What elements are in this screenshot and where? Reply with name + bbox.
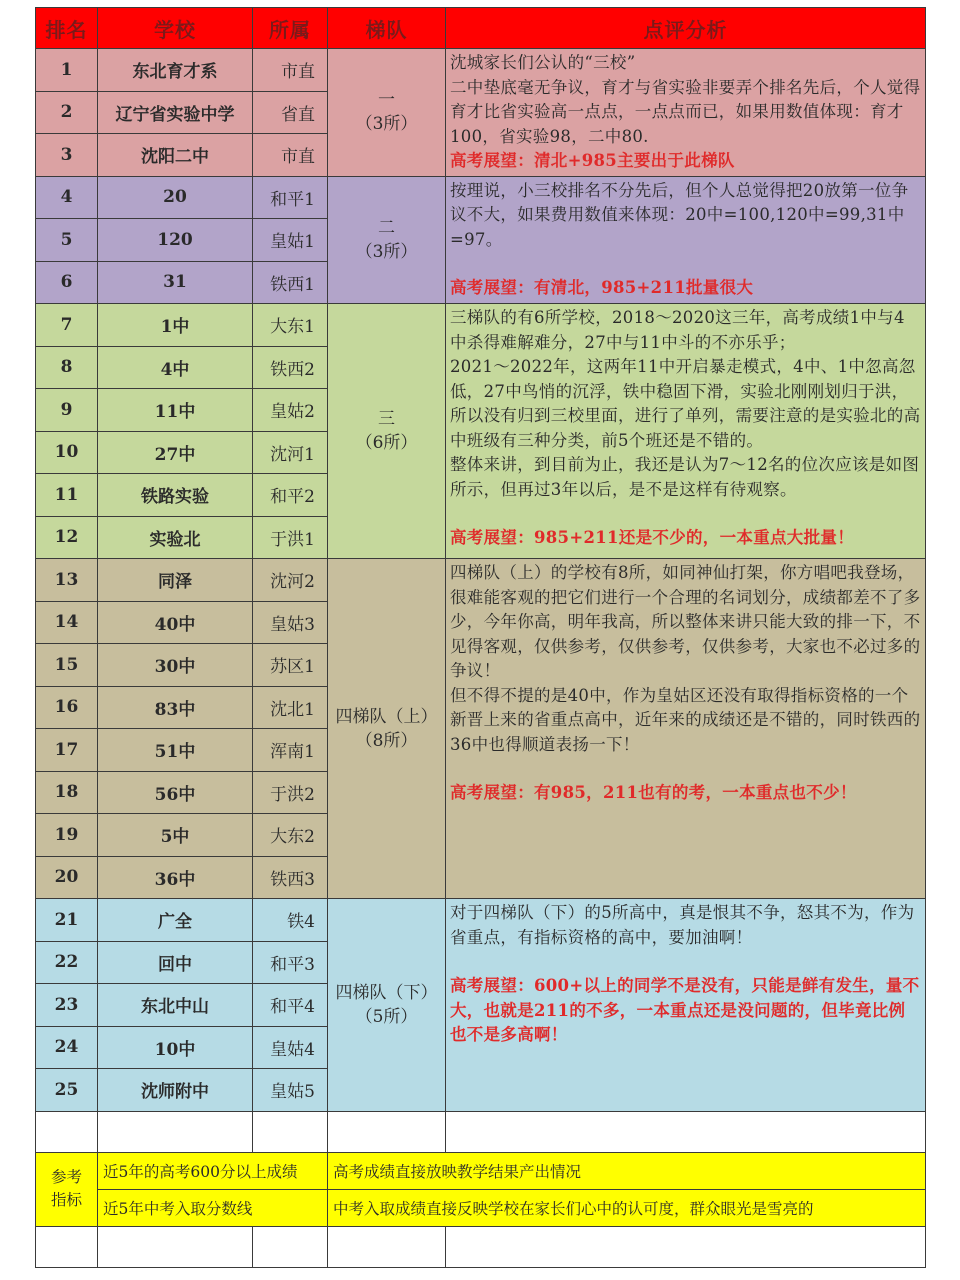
tier-name: 二 (378, 217, 395, 238)
district-cell: 皇姑2 (253, 389, 328, 432)
analysis-cell-3 (446, 304, 926, 559)
analysis-cell-4-lower (446, 899, 926, 1112)
reference-row (36, 1152, 926, 1189)
reference-row (36, 1189, 926, 1226)
rank-cell: 8 (36, 346, 98, 389)
tier-name: 一 (378, 90, 395, 111)
tier-cell-2 (328, 176, 446, 304)
district-cell: 大东2 (253, 814, 328, 857)
district-cell: 省直 (253, 91, 328, 134)
school-cell: 30中 (98, 644, 253, 687)
rank-cell: 11 (36, 474, 98, 517)
district-cell: 皇姑5 (253, 1069, 328, 1112)
school-ranking-table (35, 7, 926, 1268)
school-cell: 铁路实验 (98, 474, 253, 517)
rank-cell: 1 (36, 49, 98, 92)
header-row (36, 8, 926, 49)
rank-cell: 16 (36, 686, 98, 729)
tier-cell-3 (328, 304, 446, 559)
rank-cell: 24 (36, 1026, 98, 1069)
rank-cell: 20 (36, 856, 98, 899)
rank-cell: 15 (36, 644, 98, 687)
school-cell: 40中 (98, 601, 253, 644)
reference-explanation: 高考成绩直接放映教学结果产出情况 (328, 1152, 926, 1189)
district-cell: 沈河2 (253, 559, 328, 602)
rank-cell: 2 (36, 91, 98, 134)
rank-cell: 6 (36, 261, 98, 304)
district-cell: 皇姑4 (253, 1026, 328, 1069)
empty-cell (98, 1226, 253, 1267)
tier-name: 三 (378, 409, 395, 429)
school-cell: 1中 (98, 304, 253, 347)
district-cell: 铁4 (253, 899, 328, 942)
empty-cell (446, 1111, 926, 1152)
district-cell: 皇姑1 (253, 219, 328, 262)
table-row (36, 49, 926, 92)
empty-cell (36, 1111, 98, 1152)
school-cell: 4中 (98, 346, 253, 389)
school-cell: 广全 (98, 899, 253, 942)
reference-explanation: 中考入取成绩直接反映学校在家长们心中的认可度，群众眼光是雪亮的 (328, 1189, 926, 1226)
school-cell: 51中 (98, 729, 253, 772)
rank-cell: 10 (36, 431, 98, 474)
district-cell: 大东1 (253, 304, 328, 347)
rank-cell: 7 (36, 304, 98, 347)
rank-cell: 14 (36, 601, 98, 644)
rank-cell: 22 (36, 941, 98, 984)
school-cell: 回中 (98, 941, 253, 984)
rank-cell: 18 (36, 771, 98, 814)
header-rank: 排名 (36, 8, 98, 49)
table-row (36, 304, 926, 347)
school-cell: 120 (98, 219, 253, 262)
tier-cell-4-upper (328, 559, 446, 899)
district-cell: 铁西2 (253, 346, 328, 389)
district-cell: 浑南1 (253, 729, 328, 772)
table-row (36, 559, 926, 602)
empty-cell (253, 1226, 328, 1267)
school-cell: 东北育才系 (98, 49, 253, 92)
rank-cell: 13 (36, 559, 98, 602)
district-cell: 市直 (253, 134, 328, 177)
rank-cell: 17 (36, 729, 98, 772)
district-cell: 于洪2 (253, 771, 328, 814)
analysis-cell-1 (446, 49, 926, 177)
rank-cell: 21 (36, 899, 98, 942)
district-cell: 于洪1 (253, 516, 328, 559)
school-cell: 27中 (98, 431, 253, 474)
school-cell: 东北中山 (98, 984, 253, 1027)
analysis-outlook: 高考展望：600+以上的同学不是没有，只能是鲜有发生，量不大，也就是211的不多，一本重点还是没问题的，但毕竟比例也不是多高啊！ (450, 976, 920, 1044)
tier-count: （6所） (355, 433, 418, 453)
school-cell: 沈阳二中 (98, 134, 253, 177)
school-cell: 20 (98, 176, 253, 219)
district-cell: 和平2 (253, 474, 328, 517)
district-cell: 铁西1 (253, 261, 328, 304)
school-cell: 5中 (98, 814, 253, 857)
district-cell: 铁西3 (253, 856, 328, 899)
tier-count: （5所） (355, 1006, 418, 1027)
school-cell: 56中 (98, 771, 253, 814)
header-analysis: 点评分析 (446, 8, 926, 49)
rank-cell: 12 (36, 516, 98, 559)
analysis-outlook: 高考展望：清北+985主要出于此梯队 (450, 151, 735, 170)
analysis-outlook: 高考展望：985+211还是不少的，一本重点大批量！ (450, 528, 855, 547)
rank-cell: 19 (36, 814, 98, 857)
district-cell: 苏区1 (253, 644, 328, 687)
school-cell: 沈师附中 (98, 1069, 253, 1112)
rank-cell: 23 (36, 984, 98, 1027)
header-school: 学校 (98, 8, 253, 49)
empty-cell (328, 1226, 446, 1267)
header-district: 所属 (253, 8, 328, 49)
empty-cell (328, 1111, 446, 1152)
school-cell: 同泽 (98, 559, 253, 602)
empty-row (36, 1111, 926, 1152)
reference-label: 参考指标 (36, 1152, 98, 1226)
empty-cell (36, 1226, 98, 1267)
reference-indicator: 近5年的高考600分以上成绩 (98, 1152, 328, 1189)
analysis-comment: 沈城家长们公认的“三校” 二中垫底毫无争议，育才与省实验非要弄个排名先后，个人觉得育才比省实验高一点点，一点点而已，如果用数值体现：育才100，省实验98，二中80. (450, 53, 921, 146)
rank-cell: 5 (36, 219, 98, 262)
empty-row (36, 1226, 926, 1267)
analysis-comment: 对于四梯队（下）的5所高中，真是恨其不争，怒其不为，作为省重点，有指标资格的高中，要加油啊！ (450, 903, 915, 947)
school-cell: 83中 (98, 686, 253, 729)
tier-name: 四梯队（上） (335, 706, 438, 727)
table-row (36, 899, 926, 942)
school-cell: 辽宁省实验中学 (98, 91, 253, 134)
header-tier: 梯队 (328, 8, 446, 49)
rank-cell: 3 (36, 134, 98, 177)
analysis-cell-2 (446, 176, 926, 304)
tier-count: （8所） (355, 730, 418, 751)
school-cell: 实验北 (98, 516, 253, 559)
analysis-cell-4-upper (446, 559, 926, 899)
tier-count: （3所） (355, 241, 418, 262)
rank-cell: 25 (36, 1069, 98, 1112)
rank-cell: 9 (36, 389, 98, 432)
tier-count: （3所） (355, 114, 418, 135)
tier-cell-4-lower (328, 899, 446, 1112)
district-cell: 市直 (253, 49, 328, 92)
empty-cell (446, 1226, 926, 1267)
rank-cell: 4 (36, 176, 98, 219)
school-cell: 10中 (98, 1026, 253, 1069)
empty-cell (253, 1111, 328, 1152)
district-cell: 和平1 (253, 176, 328, 219)
district-cell: 沈北1 (253, 686, 328, 729)
school-cell: 11中 (98, 389, 253, 432)
analysis-comment: 按理说，小三校排名不分先后，但个人总觉得把20放第一位争议不大，如果费用数值来体现：20中=100,120中=99,31中=97。 (450, 180, 909, 249)
tier-cell-1 (328, 49, 446, 177)
district-cell: 和平4 (253, 984, 328, 1027)
tier-name: 四梯队（下） (335, 982, 438, 1003)
district-cell: 沈河1 (253, 431, 328, 474)
analysis-comment: 三梯队的有6所学校，2018～2020这三年，高考成绩1中与4中杀得难解难分，27中与11中斗的不亦乐乎； 2021～2022年，这两年11中开启暴走模式，4中、1中忽高忽低，27中鸟悄的沉浮，铁中稳固下滑，实验北刚刚划归于洪，所以没有归到三校里面，进行了单列，需要注意的是实验北的高中班级有三种分类，前5个班还是不错的。 整体来讲，到目前为止，我还是认为7～12名的位次应该是如图所示，但再过3年以后，是不是这样有待观察。 (450, 308, 921, 499)
school-cell: 31 (98, 261, 253, 304)
empty-cell (98, 1111, 253, 1152)
analysis-outlook: 高考展望：有清北，985+211批量很大 (450, 278, 754, 297)
school-cell: 36中 (98, 856, 253, 899)
district-cell: 和平3 (253, 941, 328, 984)
table-row (36, 176, 926, 219)
analysis-comment: 四梯队（上）的学校有8所，如同神仙打架，你方唱吧我登场，很难能客观的把它们进行一个合理的名词划分，成绩都差不了多少，今年你高，明年我高，所以整体来讲只能大致的排一下，不见得客观，仅供参考，仅供参考，仅供参考，大家也不必过多的争议！ 但不得不提的是40中，作为皇姑区还没有取得指标资格的一个新晋上来的省重点高中，近年来的成绩还是不错的，同时铁西的36中也得顺道表扬一下！ (450, 563, 921, 754)
district-cell: 皇姑3 (253, 601, 328, 644)
analysis-outlook: 高考展望：有985，211也有的考，一本重点也不少！ (450, 783, 857, 802)
reference-indicator: 近5年中考入取分数线 (98, 1189, 328, 1226)
